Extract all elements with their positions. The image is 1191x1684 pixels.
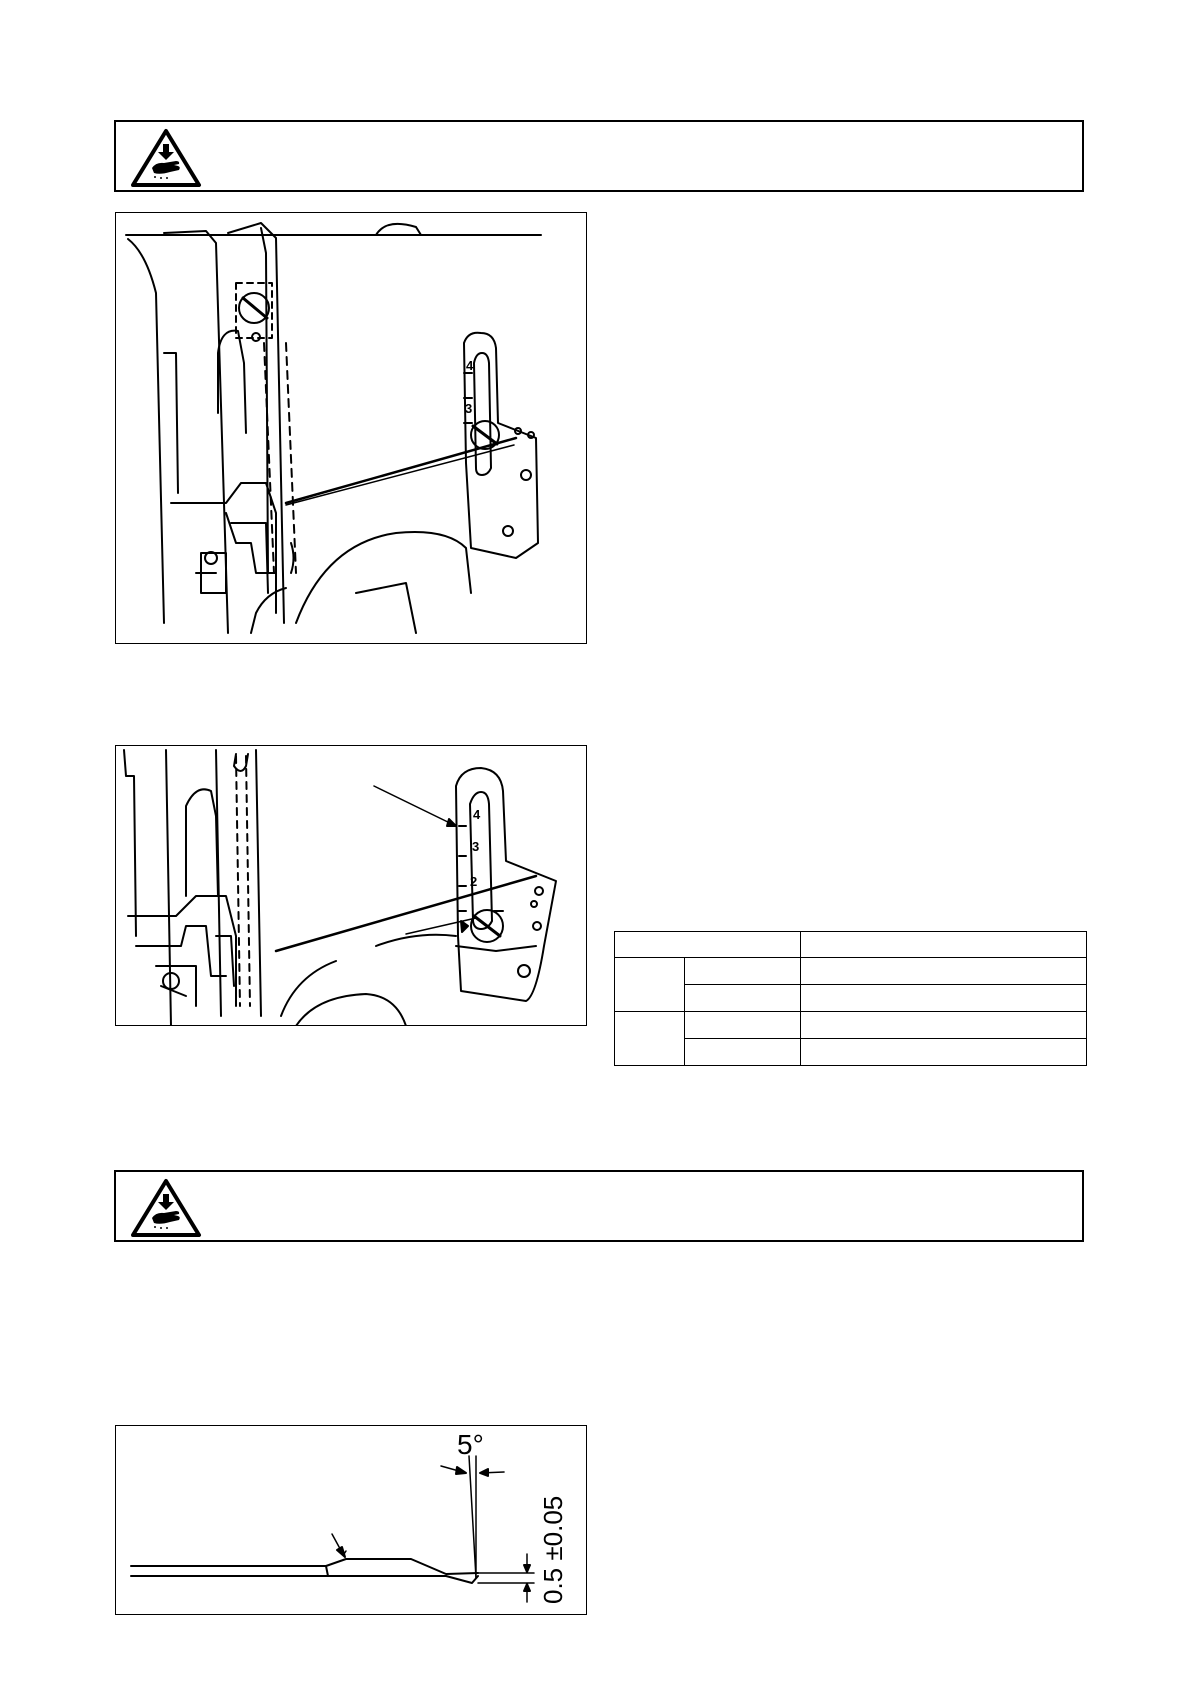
scale-mark-4-mid: 4 [473,807,481,822]
warning-box-bottom [114,1170,1084,1242]
table-cell [685,1039,801,1066]
scale-mark-3: 3 [465,401,473,416]
hand-pinch-warning-icon [130,128,202,188]
hand-pinch-warning-icon [130,1178,202,1238]
table-cell [801,985,1087,1012]
figure-blade-dimension [115,1425,587,1615]
table-cell [685,1012,801,1039]
dimension-label: 0.5 ±0.05 [538,1495,568,1604]
table-header-right [801,932,1087,958]
warning-box-top [114,120,1084,192]
table-group-1 [615,958,685,1012]
scale-mark-3-mid: 3 [472,839,480,854]
figure-thread-guide-scale [115,745,587,1026]
scale-mark-4: 4 [466,358,474,373]
spec-table [614,931,1087,1066]
table-header-left [615,932,801,958]
table-cell [801,1039,1087,1066]
table-cell [685,958,801,985]
table-cell [685,985,801,1012]
table-cell [801,958,1087,985]
scale-mark-2-mid: 2 [470,874,478,889]
table-cell [801,1012,1087,1039]
figure-thread-guide-top [115,212,587,644]
angle-label: 5° [457,1429,484,1460]
table-group-2 [615,1012,685,1066]
